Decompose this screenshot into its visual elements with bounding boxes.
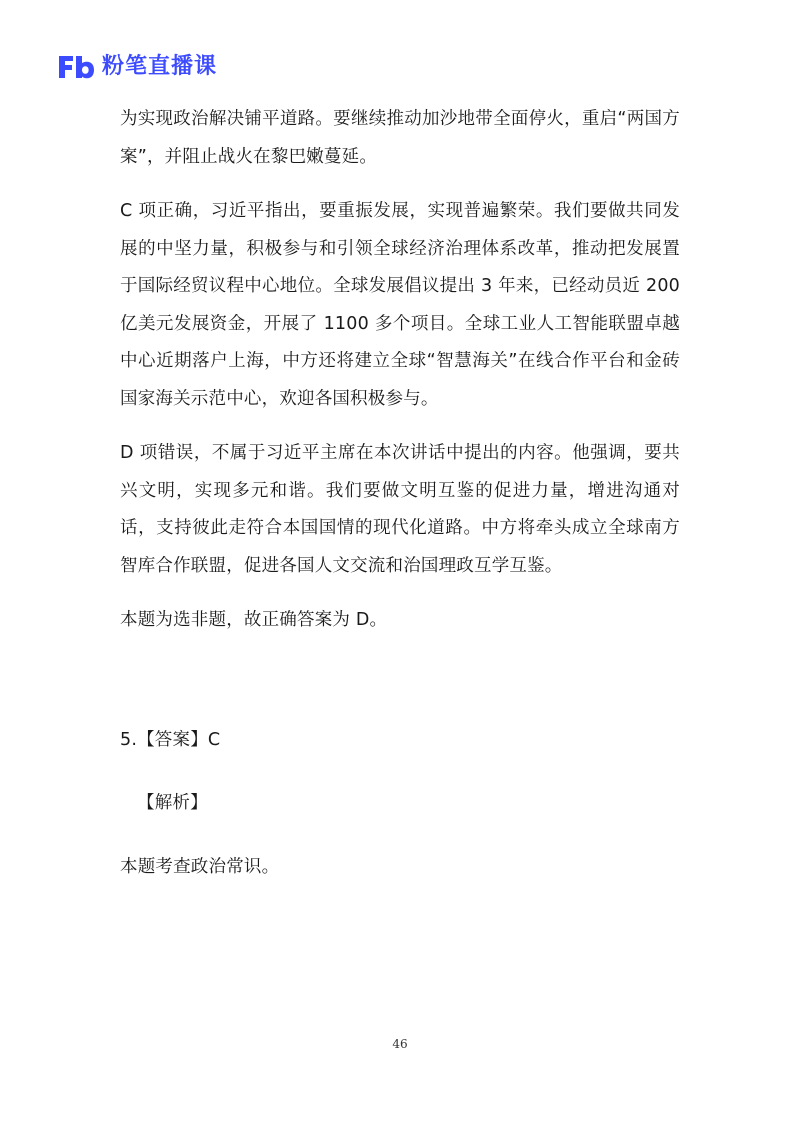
analysis-label: 【解析】 — [137, 793, 208, 813]
fb-logo-icon — [56, 52, 96, 82]
page-header — [56, 52, 217, 82]
page-number: 46 — [392, 1037, 408, 1051]
paragraph-option-c: C 项正确，习近平指出，要重振发展，实现普遍繁荣。我们要做共同发展的中坚力量，积极参与和引领全球经济治理体系改革，推动把发展置于国际经贸议程中心地位。全球发展倡议提出 3 年来，已经动员近 200 亿美元发展资金，开展了 1100 多个项目。全球工业人工智能联盟卓越中心近期落户上海，中方还将建立全球“智慧海关”在线合作平台和金砖国家海关示范中心，欢迎各国积极参与。 — [120, 201, 680, 409]
paragraph-conclusion: 本题为选非题，故正确答案为 D。 — [120, 610, 388, 630]
answer-line: 5.【答案】C — [120, 729, 221, 750]
document-body — [120, 101, 680, 886]
paragraph-option-d: D 项错误，不属于习近平主席在本次讲话中提出的内容。他强调，要共兴文明，实现多元和谐。我们要做文明互鉴的促进力量，增进沟通对话，支持彼此走符合本国国情的现代化道路。中方将牵头成立全球南方智库合作联盟，促进各国人文交流和治国理政互学互鉴。 — [120, 443, 680, 576]
analysis-text: 本题考查政治常识。 — [120, 856, 280, 877]
brand-title: 粉笔直播课 — [102, 54, 218, 79]
paragraph-continuation: 为实现政治解决铺平道路。要继续推动加沙地带全面停火，重启“两国方案”，并阻止战火在黎巴嫩蔓延。 — [120, 109, 680, 167]
